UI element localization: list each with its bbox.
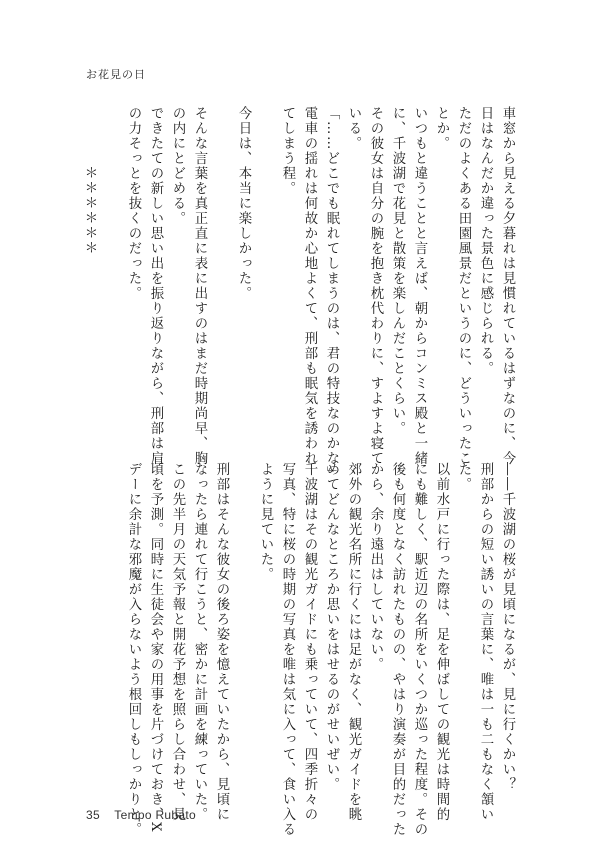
text-line: いる。 — [346, 106, 361, 151]
text-line: 刑部からの短い誘いの言葉に、唯は一も二もなく頷い — [478, 462, 493, 822]
text-line: デーに余計な邪魔が入らないよう根回しもしっかりと。 — [126, 462, 141, 837]
text-line: 頃を予測。同時に生徒会や家の用事を片づけておき、X — [148, 462, 163, 834]
text-line: いつもと違うことと言えば、朝からコンミス殿と一緒 — [412, 106, 427, 466]
text-line: ただのよくある田園風景だというのに、どういったこ — [456, 106, 471, 466]
text-line: ＊＊＊＊＊＊ — [82, 106, 97, 256]
text-line: 郊外の観光名所に行くには足がなく、観光ガイドを眺 — [346, 462, 361, 822]
text-line: とか。 — [434, 106, 449, 151]
text-line: 「……どこでも眠れてしまうのは、君の特技なのかな」 — [324, 106, 339, 481]
text-line: 以前水戸に行った際は、足を伸ばしての観光は時間的 — [434, 462, 449, 822]
text-line: から、余り遠出はしていない。 — [368, 462, 383, 672]
text-line: にも難しく、駅近辺の名所をいくつか巡った程度。その — [412, 462, 427, 837]
text-line: 電車の揺れは何故か心地よくて、刑部も眠気を誘われ — [302, 106, 317, 466]
text-line: の力そっとを抜くのだった。 — [126, 106, 141, 301]
text-line: 千波湖はその観光ガイドにも乗っていて、四季折々の — [302, 462, 317, 822]
text-line: 写真、特に桜の時期の写真を唯は気に入って、食い入る — [280, 462, 295, 837]
text-line: 今日は、本当に楽しかった。 — [236, 106, 251, 301]
top-text-block — [78, 106, 518, 481]
text-line: その彼女は自分の腕を抱き枕代わりに、すよすよ寝て — [368, 106, 383, 466]
text-line: めてどんなところか思いをはせるのがせいぜい。 — [324, 462, 339, 792]
text-line — [100, 106, 122, 450]
text-line — [210, 106, 232, 450]
text-line: できたての新しい思い出を振り返りながら、刑部は肩 — [148, 106, 163, 466]
page-number: 35 — [86, 808, 100, 822]
text-line: た。 — [456, 462, 471, 492]
text-line: 刑部はそんな彼女の後ろ姿を憶えていたから、見頃に — [214, 462, 229, 822]
text-line: なったら連れて行こうと、密かに計画を練っていた。 — [192, 462, 207, 822]
text-line: 日はなんだか違った景色に感じられる。 — [478, 106, 493, 376]
page-footer — [86, 808, 196, 822]
text-line: の内にとどめる。 — [170, 106, 185, 226]
text-line: に、千波湖で花見と散策を楽しんだことくらい。 — [390, 106, 405, 436]
book-title: Tempo Rubato — [114, 808, 196, 822]
chapter-title: お花見の日 — [86, 68, 146, 81]
text-line: てしまう程。 — [280, 106, 295, 196]
text-line: 後も何度となく訪れたものの、やはり演奏が目的だった — [390, 462, 405, 837]
text-line: この先半月の天気予報と開花予想を照らし合わせ、見 — [170, 462, 185, 822]
text-line: ように見ていた。 — [258, 462, 273, 582]
text-line: ――千波湖の桜が見頃になるが、見に行くかい？ — [500, 462, 515, 792]
text-line — [254, 106, 276, 450]
text-line: そんな言葉を真正直に表に出すのはまだ時期尚早、胸 — [192, 106, 207, 466]
text-line: 車窓から見える夕暮れは見慣れているはずなのに、今 — [500, 106, 515, 466]
text-line — [232, 462, 254, 806]
